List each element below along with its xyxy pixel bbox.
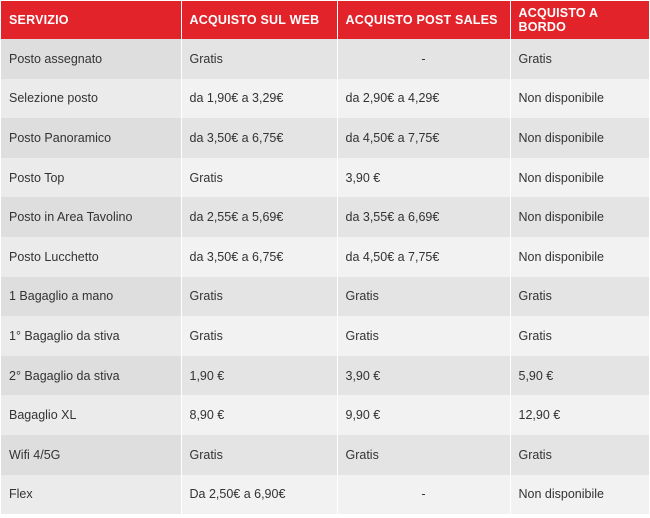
header-acquisto-post-sales: ACQUISTO POST SALES [337, 1, 510, 39]
cell-servizio: 1° Bagaglio da stiva [1, 316, 181, 356]
cell-bordo: Non disponibile [510, 237, 649, 277]
price-table [1, 1, 649, 514]
table-row [1, 395, 649, 435]
cell-servizio: Bagaglio XL [1, 395, 181, 435]
cell-bordo: Non disponibile [510, 158, 649, 198]
table-row [1, 356, 649, 396]
header-acquisto-bordo: ACQUISTO A BORDO [510, 1, 649, 39]
cell-post-sales: 9,90 € [337, 395, 510, 435]
cell-servizio: Posto assegnato [1, 39, 181, 79]
cell-servizio: Posto Lucchetto [1, 237, 181, 277]
cell-bordo: 5,90 € [510, 356, 649, 396]
cell-servizio: Wifi 4/5G [1, 435, 181, 475]
table-row [1, 158, 649, 198]
cell-servizio: 1 Bagaglio a mano [1, 277, 181, 317]
cell-bordo: Gratis [510, 277, 649, 317]
cell-web: Gratis [181, 277, 337, 317]
table-row [1, 475, 649, 515]
cell-post-sales: - [337, 39, 510, 79]
cell-servizio: Selezione posto [1, 79, 181, 119]
table-row [1, 39, 649, 79]
cell-web: da 2,55€ a 5,69€ [181, 197, 337, 237]
cell-post-sales: Gratis [337, 316, 510, 356]
cell-servizio: Flex [1, 475, 181, 515]
cell-web: da 3,50€ a 6,75€ [181, 118, 337, 158]
table-header-row [1, 1, 649, 39]
cell-bordo: Non disponibile [510, 197, 649, 237]
header-acquisto-web: ACQUISTO SUL WEB [181, 1, 337, 39]
cell-web: 1,90 € [181, 356, 337, 396]
table-row [1, 435, 649, 475]
cell-bordo: Non disponibile [510, 79, 649, 119]
cell-servizio: 2° Bagaglio da stiva [1, 356, 181, 396]
table-row [1, 316, 649, 356]
cell-post-sales: da 2,90€ a 4,29€ [337, 79, 510, 119]
cell-web: da 1,90€ a 3,29€ [181, 79, 337, 119]
cell-post-sales: 3,90 € [337, 158, 510, 198]
cell-web: Gratis [181, 435, 337, 475]
cell-post-sales: - [337, 475, 510, 515]
cell-post-sales: da 3,55€ a 6,69€ [337, 197, 510, 237]
cell-bordo: Non disponibile [510, 475, 649, 515]
cell-post-sales: da 4,50€ a 7,75€ [337, 237, 510, 277]
cell-post-sales: 3,90 € [337, 356, 510, 396]
cell-web: Da 2,50€ a 6,90€ [181, 475, 337, 515]
table-row [1, 277, 649, 317]
cell-post-sales: da 4,50€ a 7,75€ [337, 118, 510, 158]
cell-servizio: Posto in Area Tavolino [1, 197, 181, 237]
cell-servizio: Posto Top [1, 158, 181, 198]
cell-post-sales: Gratis [337, 277, 510, 317]
cell-web: Gratis [181, 158, 337, 198]
cell-servizio: Posto Panoramico [1, 118, 181, 158]
table-row [1, 118, 649, 158]
table-row [1, 197, 649, 237]
cell-web: 8,90 € [181, 395, 337, 435]
cell-bordo: 12,90 € [510, 395, 649, 435]
cell-bordo: Non disponibile [510, 118, 649, 158]
cell-bordo: Gratis [510, 435, 649, 475]
cell-web: Gratis [181, 39, 337, 79]
cell-web: da 3,50€ a 6,75€ [181, 237, 337, 277]
cell-post-sales: Gratis [337, 435, 510, 475]
cell-web: Gratis [181, 316, 337, 356]
table-row [1, 79, 649, 119]
cell-bordo: Gratis [510, 316, 649, 356]
cell-bordo: Gratis [510, 39, 649, 79]
header-servizio: SERVIZIO [1, 1, 181, 39]
table-row [1, 237, 649, 277]
table-body [1, 39, 649, 514]
